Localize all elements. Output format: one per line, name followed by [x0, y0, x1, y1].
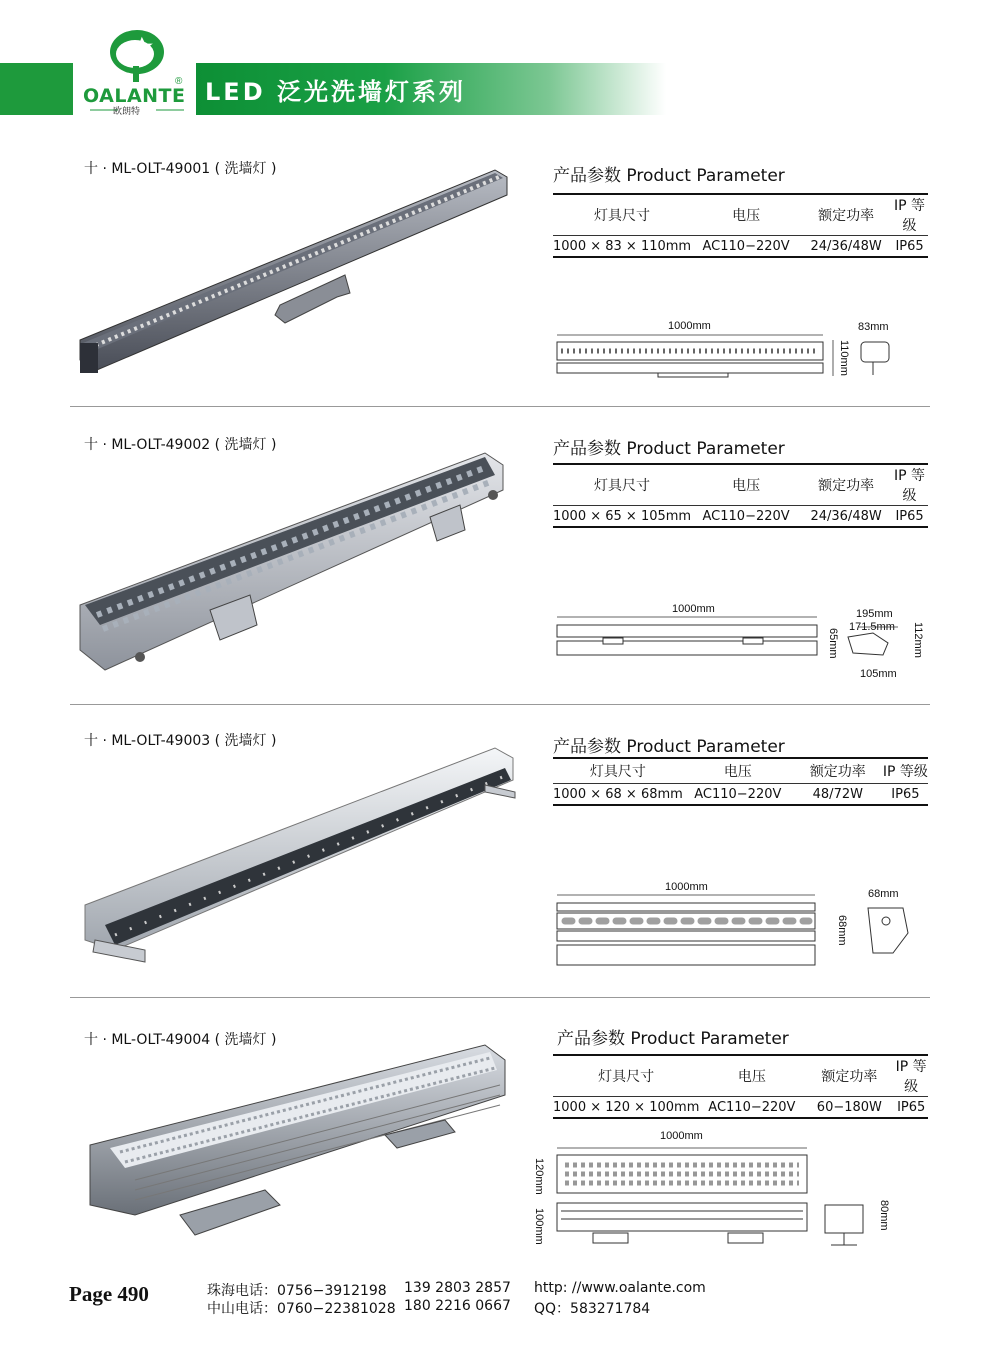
- dim-width: 83mm: [858, 321, 889, 333]
- header-voltage: 电压: [691, 464, 801, 506]
- registered-mark: ®: [175, 76, 183, 87]
- header-power: 额定功率: [804, 1055, 894, 1097]
- brand-name: OALANTE: [83, 85, 186, 107]
- dim-height: 110mm: [838, 340, 850, 376]
- param-table: [553, 463, 928, 528]
- cell-power: 60−180W: [804, 1097, 894, 1119]
- dim-d4: 65mm: [827, 628, 839, 659]
- header-power: 额定功率: [801, 194, 891, 236]
- technical-drawing: [553, 615, 923, 665]
- dim-d1: 195mm: [856, 608, 893, 620]
- dim-width: 68mm: [868, 888, 899, 900]
- mobile-zhongshan: 180 2216 0667: [404, 1298, 511, 1314]
- header-size: 灯具尺寸: [553, 758, 683, 784]
- dim-d3: 112mm: [912, 622, 924, 658]
- header-ip: IP 等级: [891, 194, 928, 236]
- header-green-block: [0, 63, 73, 115]
- qq-number: QQ：583271784: [534, 1301, 651, 1317]
- header-ip: IP 等级: [891, 464, 928, 506]
- param-title: 产品参数 Product Parameter: [553, 439, 785, 459]
- cell-ip: IP65: [891, 506, 928, 528]
- param-table: [553, 1054, 928, 1119]
- dim-height: 68mm: [836, 915, 848, 946]
- cell-voltage: AC110−220V: [699, 1097, 804, 1119]
- product-image: [75, 740, 520, 970]
- param-title: 产品参数 Product Parameter: [553, 737, 785, 757]
- param-title: 产品参数 Product Parameter: [553, 166, 785, 186]
- header-power: 额定功率: [801, 464, 891, 506]
- cell-size: 1000 × 120 × 100mm: [553, 1097, 699, 1119]
- product-model: 十 · ML-OLT-49001 ( 洗墙灯 ): [84, 161, 277, 177]
- page-number: Page 490: [69, 1282, 149, 1306]
- cell-ip: IP65: [894, 1097, 928, 1119]
- cell-power: 24/36/48W: [801, 236, 891, 258]
- dim-h2: 100mm: [533, 1208, 545, 1245]
- dim-d5: 105mm: [860, 668, 897, 680]
- header-voltage: 电压: [699, 1055, 804, 1097]
- cell-size: 1000 × 65 × 105mm: [553, 506, 691, 528]
- cell-ip: IP65: [883, 784, 928, 806]
- param-table: [553, 757, 928, 806]
- header-power: 额定功率: [793, 758, 883, 784]
- technical-drawing: [553, 1145, 883, 1250]
- phone-zhongshan: 中山电话：0760−22381028: [207, 1301, 396, 1317]
- header-voltage: 电压: [691, 194, 801, 236]
- cell-voltage: AC110−220V: [691, 236, 801, 258]
- header-size: 灯具尺寸: [553, 1055, 699, 1097]
- dim-length: 1000mm: [665, 881, 708, 893]
- dim-d2: 171.5mm: [849, 621, 895, 633]
- product-image: [75, 165, 515, 390]
- cell-ip: IP65: [891, 236, 928, 258]
- section-divider: [70, 997, 930, 998]
- header-ip: IP 等级: [894, 1055, 928, 1097]
- dim-side: 80mm: [878, 1200, 890, 1231]
- technical-drawing: [553, 330, 898, 385]
- dim-length: 1000mm: [672, 603, 715, 615]
- dim-length: 1000mm: [668, 320, 711, 332]
- product-image: [85, 1040, 515, 1245]
- section-divider: [70, 704, 930, 705]
- header-size: 灯具尺寸: [553, 464, 691, 506]
- website-link[interactable]: http: //www.oalante.com: [534, 1280, 706, 1296]
- page-title: LED 泛光洗墙灯系列: [205, 78, 466, 106]
- product-model: 十 · ML-OLT-49002 ( 洗墙灯 ): [84, 437, 277, 453]
- technical-drawing: [553, 893, 918, 968]
- product-model: 十 · ML-OLT-49004 ( 洗墙灯 ): [84, 1032, 277, 1048]
- cell-voltage: AC110−220V: [683, 784, 793, 806]
- product-model: 十 · ML-OLT-49003 ( 洗墙灯 ): [84, 733, 277, 749]
- cell-size: 1000 × 83 × 110mm: [553, 236, 691, 258]
- brand-name-cn: 欧朗特: [113, 107, 141, 117]
- param-table: [553, 193, 928, 258]
- header-ip: IP 等级: [883, 758, 928, 784]
- cell-power: 48/72W: [793, 784, 883, 806]
- dim-length: 1000mm: [660, 1130, 703, 1142]
- section-divider: [70, 406, 930, 407]
- phone-zhuhai: 珠海电话：0756−3912198: [207, 1283, 387, 1299]
- dim-h1: 120mm: [533, 1158, 545, 1195]
- mobile-zhuhai: 139 2803 2857: [404, 1280, 511, 1296]
- cell-power: 24/36/48W: [801, 506, 891, 528]
- param-title: 产品参数 Product Parameter: [557, 1029, 789, 1049]
- cell-size: 1000 × 68 × 68mm: [553, 784, 683, 806]
- cell-voltage: AC110−220V: [691, 506, 801, 528]
- header-size: 灯具尺寸: [553, 194, 691, 236]
- header-voltage: 电压: [683, 758, 793, 784]
- product-image: [75, 445, 515, 675]
